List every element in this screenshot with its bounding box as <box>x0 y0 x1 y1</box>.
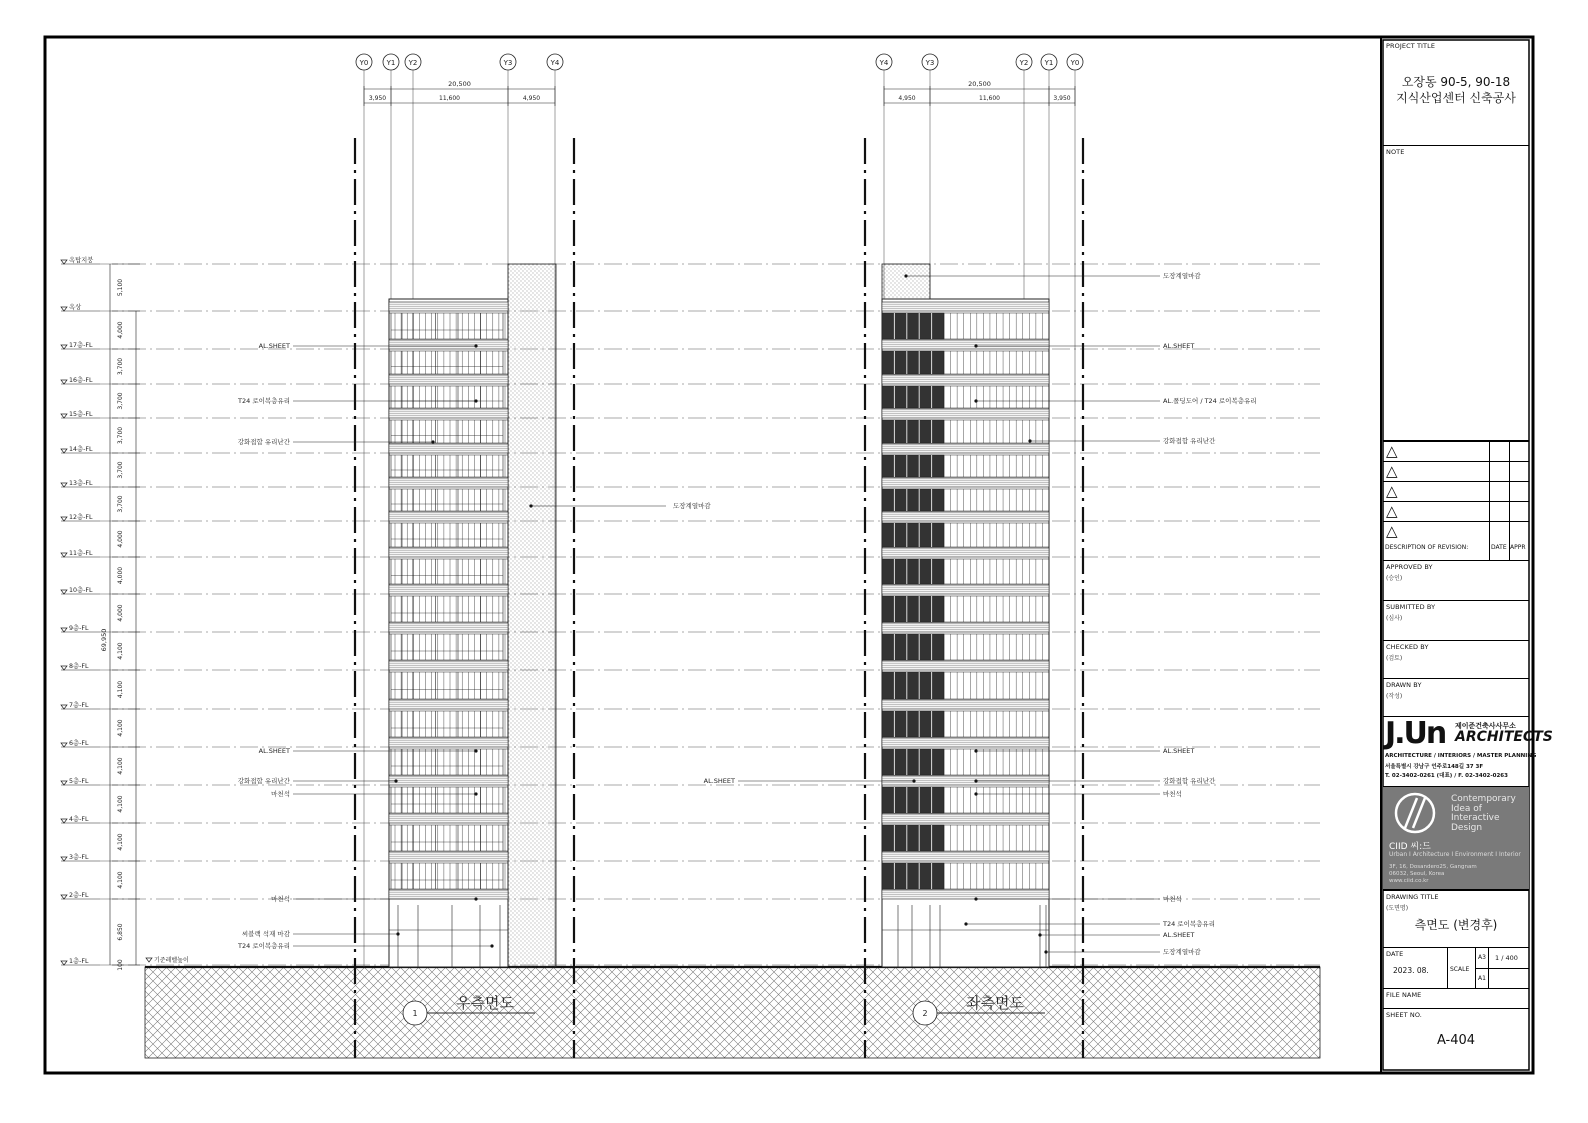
total-height-dimension: 69,950 <box>100 628 108 652</box>
building-outline <box>389 299 508 967</box>
bay-dimension: 11,600 <box>979 95 1000 102</box>
level-marker-icon <box>61 483 67 487</box>
bay-dimension: 3,950 <box>368 95 387 102</box>
level-label: 13층-FL <box>69 480 93 487</box>
project-title <box>1383 74 1529 106</box>
level-label: 11층-FL <box>69 550 93 557</box>
dark-panel <box>882 313 944 339</box>
dark-panel <box>882 420 944 443</box>
level-marker-icon <box>61 961 67 965</box>
right-elevation-note: 씨블랙 석재 마감 <box>241 930 290 938</box>
project-title-cell <box>1383 40 1529 146</box>
title-block <box>1383 40 1553 1070</box>
bay-dimension: 4,950 <box>522 95 541 102</box>
left-elevation-note: AL.SHEET <box>1163 747 1195 755</box>
dark-panel <box>882 523 944 547</box>
level-dimension: 4,100 <box>117 719 124 737</box>
level-label: 5층-FL <box>69 778 89 785</box>
revision-date-label: DATE <box>1491 544 1507 551</box>
firm-services: ARCHITECTURE / INTERIORS / MASTER PLANNING <box>1385 753 1537 759</box>
dark-panel <box>882 634 944 660</box>
firm-name-en: ARCHITECTS <box>1455 729 1553 745</box>
ciid-name: CIID 씨:드 <box>1389 842 1431 852</box>
level-marker-icon <box>61 705 67 709</box>
left-elevation-note: AL.SHEET <box>1163 931 1195 939</box>
submitted-by-cell <box>1383 601 1529 641</box>
right-elevation-note: 마천석 <box>271 790 290 798</box>
dark-panel <box>882 749 944 775</box>
left-elevation-note: AL.폴딩도어 / T24 로이복층유리 <box>1163 397 1257 405</box>
revision-table <box>1383 441 1529 561</box>
level-label: 옥상 <box>69 304 82 311</box>
ground-hatch <box>145 967 1320 1058</box>
level-marker-icon <box>61 449 67 453</box>
level-dimension: 5,100 <box>117 278 124 297</box>
level-marker-icon <box>61 590 67 594</box>
level-label: 12층-FL <box>69 514 93 521</box>
bay-dimension: 11,600 <box>439 95 460 102</box>
bay-dimension: 3,950 <box>1053 95 1071 102</box>
sheet-no-cell <box>1383 1009 1529 1070</box>
right-elevation-note: 마천석 <box>271 895 290 903</box>
right-elevation-note: AL.SHEET <box>258 747 290 755</box>
left-elevation-note: AL.SHEET <box>1163 342 1195 350</box>
left-elevation-note: 마천석 <box>1163 895 1182 903</box>
level-label: 15층-FL <box>69 411 93 418</box>
level-dimension: 4,100 <box>117 757 124 775</box>
level-dimension: 4,100 <box>117 833 124 851</box>
overall-dimension: 20,500 <box>448 80 471 88</box>
left-elevation-note: 강화접합 유리난간 <box>1163 437 1216 445</box>
checked-by-cell <box>1383 641 1529 679</box>
level-dimension: 3,700 <box>117 357 124 376</box>
level-marker-icon <box>61 553 67 557</box>
dark-panel <box>882 489 944 511</box>
approved-by-label: APPROVED BY <box>1386 563 1433 571</box>
ciid-address-1: 3F, 16, Dosandero25, Gangnam <box>1389 864 1477 870</box>
left-elevation-note: 강화접합 유리난간 <box>1163 777 1216 785</box>
level-dimension: 3,700 <box>117 426 124 445</box>
level-marker-icon <box>61 743 67 747</box>
ciid-address <box>1389 864 1477 885</box>
level-dimension: 4,100 <box>117 642 124 660</box>
drawing-title-label: DRAWING TITLE <box>1386 893 1439 901</box>
note-label: NOTE <box>1386 148 1405 156</box>
ciid-logo-panel <box>1383 787 1529 889</box>
left-elevation-note: 도장계열마감 <box>1163 948 1201 956</box>
stair-core-painted-finish <box>882 264 930 299</box>
firm-name-ko: 제이준건축사사무소 <box>1455 722 1516 730</box>
drawing-title-cell <box>1383 891 1529 948</box>
revision-triangle-icon: △ <box>1386 502 1398 520</box>
grid-label: Y1 <box>386 59 396 67</box>
revision-triangle-icon: △ <box>1386 482 1398 500</box>
scale-label: SCALE <box>1450 966 1470 973</box>
file-name-cell <box>1383 989 1529 1009</box>
level-label: 1층-FL <box>69 958 89 965</box>
left-elevation-note: AL.SHEET <box>703 777 735 785</box>
dark-panel <box>882 787 944 813</box>
elevation-number: 2 <box>922 1009 928 1018</box>
level-marker-icon <box>61 628 67 632</box>
drawing-title-ko-label: (도면명) <box>1386 905 1409 912</box>
grid-label: Y0 <box>1070 59 1080 67</box>
level-label: 14층-FL <box>69 446 93 453</box>
ciid-logo-icon <box>1387 790 1447 836</box>
elevation-number: 1 <box>412 1009 418 1018</box>
level-marker-icon <box>61 414 67 418</box>
grid-label: Y4 <box>550 59 560 67</box>
level-marker-icon <box>61 307 67 311</box>
firm-address: 서울특별시 강남구 언주로148길 37 3F <box>1385 764 1484 770</box>
date-label: DATE <box>1386 950 1404 958</box>
level-marker-icon <box>61 345 67 349</box>
level-dimension: 3,700 <box>117 461 124 479</box>
scale-a1-label: A1 <box>1478 975 1486 982</box>
level-label: 9층-FL <box>69 625 89 632</box>
dark-panel <box>882 596 944 622</box>
ciid-tagline-3: Interactive <box>1451 813 1500 823</box>
ciid-services: Urban I Architecture I Environment I Interior <box>1389 851 1521 858</box>
sheet-no-label: SHEET NO. <box>1386 1011 1422 1019</box>
revision-triangle-icon: △ <box>1386 442 1398 460</box>
ciid-tagline-4: Design <box>1451 822 1483 833</box>
right-elevation-note: T24 로이복층유리 <box>238 942 290 950</box>
project-title-line2: 지식산업센터 신축공사 <box>1396 91 1516 105</box>
level-marker-icon <box>61 380 67 384</box>
dark-panel <box>882 386 944 408</box>
scale-value: 1 / 400 <box>1495 954 1518 962</box>
right-elevation-note: 강화접합 유리난간 <box>237 438 290 446</box>
right-elevation-note: 강화접합 유리난간 <box>237 777 290 785</box>
dark-panel <box>882 455 944 477</box>
grid-label: Y4 <box>879 59 889 67</box>
level-label: 6층-FL <box>69 740 89 747</box>
dark-panel <box>882 825 944 851</box>
level-dimension: 4,000 <box>117 604 124 622</box>
revision-label: DESCRIPTION OF REVISION: <box>1385 544 1469 551</box>
project-title-line1: 오장동 90-5, 90-18 <box>1401 75 1511 89</box>
drawn-by-ko: (작성) <box>1386 693 1403 700</box>
submitted-by-label: SUBMITTED BY <box>1386 603 1436 611</box>
stair-core-painted-finish <box>508 264 556 967</box>
drawn-by-label: DRAWN BY <box>1386 681 1422 689</box>
file-name-label: FILE NAME <box>1386 991 1422 999</box>
dark-panel <box>882 559 944 584</box>
level-label: 7층-FL <box>69 702 89 709</box>
grid-label: Y3 <box>503 59 513 67</box>
level-label: 옥탑지붕 <box>69 257 94 264</box>
date-value: 2023. 08. <box>1393 966 1429 975</box>
left-elevation-note: 마천석 <box>1163 790 1182 798</box>
grid-label: Y0 <box>359 59 369 67</box>
elevation-drawing <box>61 54 1320 1058</box>
level-marker-icon <box>61 819 67 823</box>
level-dimension: 4,100 <box>117 871 124 889</box>
level-marker-icon <box>61 666 67 670</box>
level-label: 8층-FL <box>69 663 89 670</box>
level-label: 16층-FL <box>69 377 93 384</box>
sheet-no: A-404 <box>1436 1033 1476 1048</box>
level-label: 3층-FL <box>69 854 89 861</box>
level-marker-icon <box>61 517 67 521</box>
checked-by-label: CHECKED BY <box>1386 643 1429 651</box>
level-marker-icon <box>61 781 67 785</box>
dark-panel <box>882 863 944 889</box>
scale-a3-label: A3 <box>1478 954 1486 961</box>
level-dimension: 100 <box>117 959 124 971</box>
ciid-logo-cell <box>1383 787 1529 891</box>
right-elevation-note: 도장계열마감 <box>673 502 711 510</box>
drawn-by-cell <box>1383 679 1529 717</box>
note-cell <box>1383 146 1529 441</box>
grid-label: Y1 <box>1044 59 1054 67</box>
level-label: 10층-FL <box>69 587 93 594</box>
level-dimension: 3,700 <box>117 392 124 410</box>
revision-triangle-icon: △ <box>1386 522 1398 540</box>
level-label: 2층-FL <box>69 892 89 899</box>
ground-marker-icon <box>146 958 152 962</box>
ciid-tagline-1: Contemporary <box>1451 794 1516 804</box>
bay-dimension: 4,950 <box>898 95 916 102</box>
level-dimension: 6,850 <box>117 923 124 941</box>
ground-level-label: 기준레벨높이 <box>154 957 189 964</box>
ciid-tagline-2: Idea of <box>1451 803 1482 814</box>
right-elevation-note: AL.SHEET <box>258 342 290 350</box>
grid-label: Y2 <box>1019 59 1029 67</box>
dark-panel <box>882 711 944 737</box>
dark-panel <box>882 351 944 374</box>
level-marker-icon <box>61 895 67 899</box>
level-marker-icon <box>61 260 67 264</box>
level-marker-icon <box>61 857 67 861</box>
firm-logo-cell <box>1383 716 1553 787</box>
firm-logo: J.Un <box>1385 716 1446 751</box>
right-elevation-note: T24 로이복층유리 <box>238 397 290 405</box>
revision-appr-label: APPR <box>1510 544 1526 551</box>
level-label: 17층-FL <box>69 342 93 349</box>
approved-by-ko: (승인) <box>1386 575 1403 582</box>
level-dimension: 3,700 <box>117 495 124 513</box>
grid-label: Y2 <box>408 59 418 67</box>
checked-by-ko: (검토) <box>1386 655 1403 662</box>
ciid-web: www.ciid.co.kr <box>1389 878 1429 884</box>
ciid-tagline <box>1451 795 1516 833</box>
dark-panel <box>882 672 944 699</box>
elevation-title: 우측면도 <box>456 994 514 1012</box>
drawing-title: 측면도 (변경후) <box>1414 918 1498 932</box>
level-dimension: 4,100 <box>117 795 124 813</box>
project-title-label: PROJECT TITLE <box>1386 42 1436 50</box>
level-dimension: 4,000 <box>117 566 124 585</box>
level-label: 4층-FL <box>69 816 89 823</box>
level-dimension: 4,000 <box>117 321 124 339</box>
left-elevation-note: T24 로이복층유리 <box>1163 920 1215 928</box>
elevation-title: 좌측면도 <box>966 994 1024 1012</box>
submitted-by-ko: (심사) <box>1386 615 1403 622</box>
level-dimension: 4,100 <box>117 680 124 699</box>
approved-by-cell <box>1383 561 1529 601</box>
date-scale-cell <box>1383 948 1529 989</box>
left-elevation-note: 도장계열마감 <box>1163 272 1201 280</box>
revision-triangle-icon: △ <box>1386 462 1398 480</box>
ciid-address-2: 06032, Seoul, Korea <box>1389 871 1445 877</box>
firm-phone: T. 02-3402-0261 (대표) / F. 02-3402-0263 <box>1385 773 1508 779</box>
level-dimension: 4,000 <box>117 530 124 548</box>
overall-dimension: 20,500 <box>968 80 991 88</box>
grid-label: Y3 <box>925 59 935 67</box>
